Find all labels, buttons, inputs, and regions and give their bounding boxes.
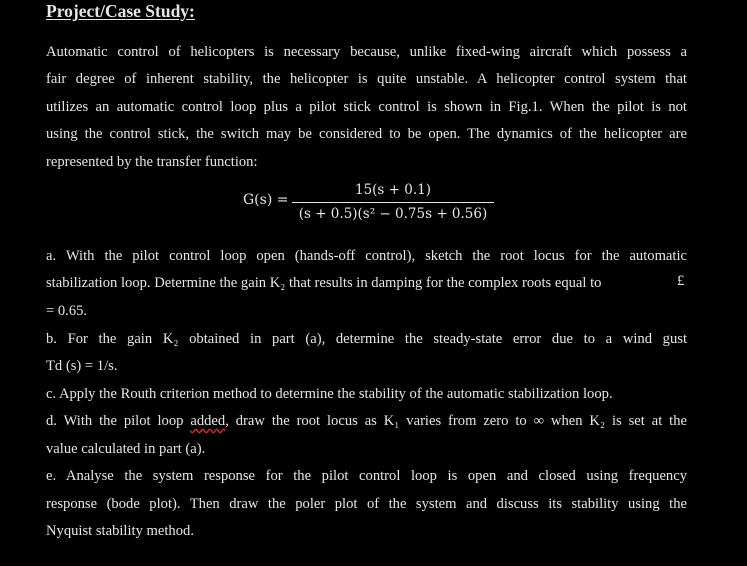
page-title: Project/Case Study:: [46, 1, 195, 21]
spellcheck-marked-word: added: [190, 413, 226, 429]
part-b-line-1: b. For the gain K₂ obtained in part (a), determine the steady-state error due to a wind gust: [46, 331, 687, 347]
part-e-line-1: e. Analyse the system response for the pilot control loop is open and closed using frequency: [46, 468, 687, 484]
part-d-line-1: [46, 411, 687, 431]
transfer-function-numerator: 15(s + 0.1): [354, 182, 431, 198]
part-a-line-2: stabilization loop. Determine the gain K₂ that results in damping for the complex roots equal to: [46, 275, 602, 291]
damping-symbol: £: [677, 273, 685, 289]
part-a-line-1: a. With the pilot control loop open (hands-off control), sketch the root locus for the automatic: [46, 248, 687, 264]
transfer-function-fraction: [292, 180, 494, 224]
intro-line-3: utilizes an automatic control loop plus a pilot stick control is shown in Fig.1. When the pilot is not: [46, 99, 687, 115]
intro-line-2: fair degree of inherent stability, the helicopter is quite unstable. A helicopter control system that: [46, 71, 687, 87]
intro-line-5: represented by the transfer function:: [46, 154, 258, 170]
part-d-text-before: d. With the pilot loop: [46, 413, 191, 429]
transfer-function-denominator: (s + 0.5)(s² − 0.75s + 0.56): [298, 206, 488, 222]
part-e-line-3: Nyquist stability method.: [46, 523, 194, 539]
part-c-line-1: c. Apply the Routh criterion method to determine the stability of the automatic stabilization loop.: [46, 386, 613, 402]
part-d-text-after: , draw the root locus as K₁ varies from zero to ∞ when K₂ is set at the: [225, 413, 687, 429]
intro-line-1: Automatic control of helicopters is necessary because, unlike fixed-wing aircraft which possess a: [46, 44, 687, 60]
part-b-line-2: Td (s) = 1/s.: [46, 358, 118, 374]
part-a-line-3: = 0.65.: [46, 303, 88, 319]
fraction-bar: [292, 202, 494, 203]
intro-line-4: using the control stick, the switch may be considered to be open. The dynamics of the helicopter are: [46, 126, 687, 142]
part-e-line-2: response (bode plot). Then draw the poler plot of the system and discuss its stability using the: [46, 496, 687, 512]
transfer-function-lhs: G(s) =: [243, 192, 289, 208]
part-d-line-2: value calculated in part (a).: [46, 441, 206, 457]
